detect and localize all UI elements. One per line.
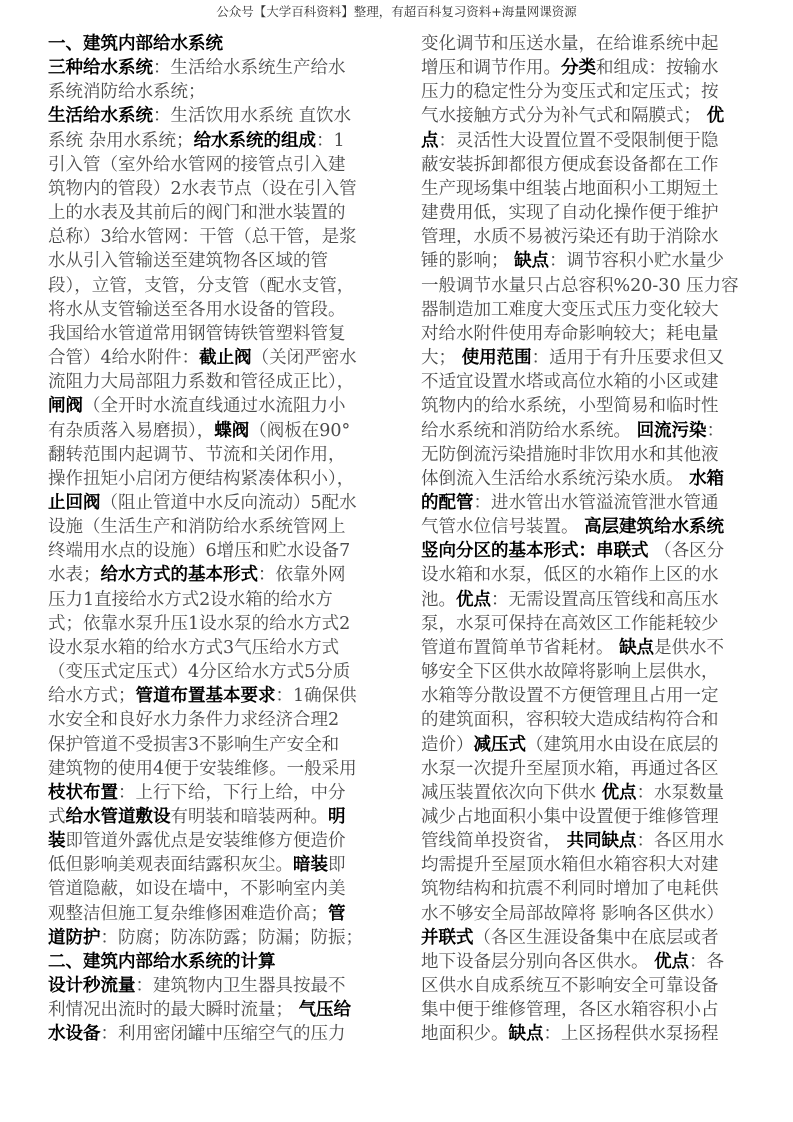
body-text: 低但影响美观表面结露积灰尘。 — [48, 855, 293, 876]
text-line — [48, 684, 388, 708]
body-text: 有杂质落入易磨损）， — [48, 420, 215, 441]
bold-term: 枝状布置 — [48, 782, 118, 803]
bold-term: 缺点 — [508, 1024, 544, 1045]
text-line — [421, 80, 761, 104]
body-text: ：灵活性大设置位置不受限制便于隐 — [438, 130, 719, 151]
text-line — [48, 1022, 388, 1046]
text-line — [421, 660, 761, 684]
text-line — [421, 877, 761, 901]
text-line — [48, 419, 388, 443]
body-text: ：上行下给，下行上给，中分 — [118, 782, 346, 803]
body-text: 操作扭矩小启闭方便结构紧凑体积小）， — [48, 468, 355, 489]
body-text: 体倒流入生活给水系统污染水质。 — [421, 468, 690, 489]
body-text: ：防腐；防冻防露；防漏；防振； — [100, 927, 363, 948]
body-text: 管道隐蔽，如设在墙中，不影响室内美 — [48, 879, 346, 900]
body-text: 大； — [421, 348, 462, 369]
body-text: 系统 杂用水系统； — [48, 130, 194, 151]
text-line — [421, 781, 761, 805]
text-line — [48, 153, 388, 177]
body-text: 总称）3给水管网：干管（总干管，是浆 — [48, 227, 357, 248]
body-text: 即 — [328, 855, 346, 876]
body-text: （阻止管道中水反向流动）5配水 — [100, 492, 357, 513]
text-line — [48, 636, 388, 660]
body-text: 水安全和良好水力条件力求经济合理2 — [48, 710, 340, 731]
text-line — [421, 153, 761, 177]
body-text: 管线简单投资省， — [421, 831, 567, 852]
bold-term: 管道布置基本要求 — [135, 686, 276, 707]
bold-term: 一、建筑内部给水系统 — [48, 34, 223, 54]
page-header: 公众号【大学百科资料】整理，有超百科复习资料+海量网课资源 — [216, 4, 577, 19]
body-text: 建筑物的使用4便于安装维修。一般采用 — [48, 758, 357, 779]
bold-term: 二、建筑内部给水系统的计算 — [48, 951, 276, 972]
text-line — [48, 225, 388, 249]
text-line — [48, 394, 388, 418]
body-text: 管道布置简单节省耗材。 — [421, 637, 620, 658]
body-text: ：依靠外网 — [258, 565, 346, 586]
text-line — [48, 998, 388, 1022]
bold-term: 减压式 — [473, 734, 526, 755]
body-text: 地下设备层分别向各区供水。 — [421, 951, 655, 972]
body-text: 即管道外露优点是安装维修方便造价 — [65, 831, 346, 852]
body-text: 水不够安全局部故障将 影响各区供水） — [421, 903, 725, 924]
body-text: 和组成：按输水 — [596, 58, 719, 79]
text-line — [421, 998, 761, 1022]
body-text: 设水泵水箱的给水方式3气压给水方式 — [48, 637, 340, 658]
text-line — [48, 660, 388, 684]
bold-term: 使用范围 — [461, 348, 532, 369]
body-text: 我国给水管道常用钢管铸铁管塑料管复 — [48, 323, 346, 344]
body-text: 保护管道不受损害3不影响生产安全和 — [48, 734, 340, 755]
text-line — [48, 926, 388, 950]
text-line — [421, 322, 761, 346]
text-line — [48, 539, 388, 563]
body-text: 将水从支管输送至各用水设备的管段。 — [48, 299, 346, 320]
text-line — [421, 249, 761, 273]
text-line — [48, 877, 388, 901]
text-line — [421, 588, 761, 612]
left-column — [48, 32, 388, 1047]
text-line — [421, 950, 761, 974]
bold-term: 水设备 — [48, 1024, 101, 1045]
body-text: 区供水自成系统互不影响安全可靠设备 — [421, 976, 719, 997]
text-line — [421, 201, 761, 225]
text-line — [421, 684, 761, 708]
text-line — [421, 443, 761, 467]
body-text: 筑物内的给水系统，小型简易和临时性 — [421, 396, 719, 417]
body-text: 水泵一次提升至屋顶水箱，再通过各区 — [421, 758, 719, 779]
text-line — [48, 853, 388, 877]
body-text: 的建筑面积，容积较大造成结构符合和 — [421, 710, 719, 731]
body-text: 有明装和暗装两种。 — [170, 807, 328, 827]
bold-term: 分类 — [561, 58, 596, 79]
bold-term: 闸阀 — [48, 396, 83, 417]
text-line — [421, 612, 761, 636]
body-text: 式 — [48, 807, 66, 827]
body-text: 生产现场集中组装占地面积小工期短土 — [421, 178, 719, 199]
bold-term: 管 — [328, 903, 346, 924]
body-text: 翻转范围内起调节、节流和关闭作用， — [48, 444, 346, 465]
text-line — [421, 805, 761, 829]
body-text: 观整洁但施工复杂维修困难造价高； — [48, 903, 328, 924]
text-line — [48, 177, 388, 201]
body-text: 变化调节和压送水量，在给谁系统中起 — [421, 34, 719, 54]
text-line — [421, 708, 761, 732]
body-text: 压力的稳定性分为变压式和定压式；按 — [421, 82, 719, 103]
body-text: 设水箱和水泵，低区的水箱作上区的水 — [421, 565, 719, 586]
text-line — [48, 902, 388, 926]
body-text: ：利用密闭罐中压缩空气的压力 — [100, 1024, 346, 1045]
text-line — [421, 274, 761, 298]
text-line — [48, 249, 388, 273]
body-text: （各区生涯设备集中在底层或者 — [473, 927, 719, 948]
body-text: （建筑用水由设在底层的 — [526, 734, 719, 755]
text-line — [48, 829, 388, 853]
text-line — [421, 56, 761, 80]
text-line — [421, 539, 761, 563]
text-line — [421, 829, 761, 853]
body-text: ：生活给水系统生产给水 — [153, 58, 346, 79]
body-text: 段），立管，支管，分支管（配水支管， — [48, 275, 355, 296]
text-line — [421, 467, 761, 491]
bold-term: 优点 — [601, 782, 637, 803]
body-text: 是供水不 — [654, 637, 725, 658]
body-text: 合管）4给水附件： — [48, 348, 200, 369]
body-text: 集中便于维修管理，各区水箱容积小占 — [421, 1000, 719, 1021]
body-text: 锤的影响； — [421, 251, 515, 272]
body-text: 水从引入管输送至建筑物各区域的管 — [48, 251, 328, 272]
body-text: 系统消防给水系统； — [48, 82, 206, 103]
bold-term: 截止阀 — [199, 348, 252, 369]
body-text: ：无需设置高压管线和高压水 — [491, 589, 719, 610]
text-line — [48, 104, 388, 128]
bold-term: 蝶阀 — [214, 420, 250, 441]
bold-term: 缺点 — [514, 251, 550, 272]
body-text: 气水接触方式分为补气式和隔膜式； — [421, 106, 707, 127]
body-text: （阀板在90° — [249, 420, 351, 441]
bold-term: 并联式 — [421, 927, 474, 948]
body-text: 造价） — [421, 734, 474, 755]
text-line — [421, 104, 761, 128]
text-line — [48, 346, 388, 370]
bold-term: 装 — [48, 831, 66, 852]
body-text: 水表； — [48, 565, 101, 586]
text-line — [48, 80, 388, 104]
bold-term: 给水管道敷设 — [65, 807, 171, 827]
text-line — [421, 177, 761, 201]
text-line — [48, 757, 388, 781]
body-text: 引入管（室外给水管网的接管点引入建 — [48, 154, 346, 175]
body-text: （变压式定压式）4分区给水方式5分质 — [48, 662, 351, 683]
text-line — [421, 757, 761, 781]
text-line — [421, 515, 761, 539]
body-text: 水箱等分散设置不方便管理且占用一定 — [421, 686, 719, 707]
body-text: ：各 — [689, 951, 725, 972]
text-line — [421, 370, 761, 394]
text-line — [48, 708, 388, 732]
body-text: ：上区扬程供水泵扬程 — [543, 1024, 719, 1045]
text-line — [48, 32, 388, 56]
text-line — [48, 515, 388, 539]
body-text: ： — [706, 420, 725, 441]
body-text: 蔽安装拆卸都很方便成套设备都在工作 — [421, 154, 719, 175]
text-line — [421, 298, 761, 322]
text-line — [421, 491, 761, 515]
body-text: ：适用于有升压要求但又 — [531, 348, 725, 369]
body-text: （全开时水流直线通过水流阻力小 — [83, 396, 346, 417]
body-text: 压力1直接给水方式2设水箱的给水方 — [48, 589, 333, 610]
body-text: 终端用水点的设施）6增压和贮水设备7 — [48, 541, 351, 562]
text-line — [421, 129, 761, 153]
text-line — [421, 419, 761, 443]
body-text: 流阻力大局部阻力系数和管径成正比）， — [48, 372, 355, 393]
text-line — [48, 370, 388, 394]
body-text: ：生活饮用水系统 直饮水 — [153, 106, 352, 127]
text-line — [48, 443, 388, 467]
body-text: ：各区用水 — [636, 831, 725, 852]
body-text: 利情况出流时的最大瞬时流量； — [48, 1000, 299, 1021]
body-text: 减压装置依次向下供水 — [421, 782, 602, 803]
body-text: 减少占地面积小集中设置便于维修管理 — [421, 807, 719, 827]
text-line — [421, 32, 761, 56]
body-text: 增压和调节作用。 — [421, 58, 561, 79]
text-line — [421, 346, 761, 370]
bold-term: 优 — [706, 106, 725, 127]
text-line — [48, 733, 388, 757]
text-line — [48, 588, 388, 612]
body-text: 器制造加工难度大变压式压力变化较大 — [421, 299, 719, 320]
text-line — [48, 274, 388, 298]
bold-term: 优点 — [456, 589, 491, 610]
body-text: ：1确保供 — [275, 686, 357, 707]
body-text: 泵，水泵可保持在高效区工作能耗较少 — [421, 613, 719, 634]
bold-term: 道防护 — [48, 927, 101, 948]
bold-term: 优点 — [654, 951, 690, 972]
text-line — [48, 467, 388, 491]
bold-term: 缺点 — [619, 637, 655, 658]
text-line — [421, 902, 761, 926]
bold-term: 共同缺点 — [566, 831, 637, 852]
body-text: 无防倒流污染措施时非饮用水和其他液 — [421, 444, 719, 465]
body-text: 不适宜设置水塔或高位水箱的小区或建 — [421, 372, 719, 393]
bold-term: 三种给水系统 — [48, 58, 153, 79]
text-line — [48, 950, 388, 974]
text-line — [48, 974, 388, 998]
bold-term: 给水系统的组成 — [193, 130, 317, 151]
text-line — [421, 974, 761, 998]
body-text: 均需提升至屋顶水箱但水箱容积大对建 — [421, 855, 719, 876]
bold-term: 点 — [421, 130, 439, 151]
body-text: 设施（生活生产和消防给水系统管网上 — [48, 517, 346, 538]
body-text: （关闭严密水 — [251, 348, 357, 369]
body-text: ：进水管出水管溢流管泄水管通 — [473, 492, 719, 513]
body-text: 给水方式； — [48, 686, 136, 707]
body-text: 筑物结构和抗震不利同时增加了电耗供 — [421, 879, 719, 900]
text-line — [48, 563, 388, 587]
body-text: ：1 — [316, 130, 345, 151]
body-text: ：水泵数量 — [636, 782, 725, 803]
body-text: 地面积少。 — [421, 1024, 509, 1045]
bold-term: 暗装 — [293, 855, 328, 876]
text-line — [48, 129, 388, 153]
body-text: 给水系统和消防给水系统。 — [421, 420, 637, 441]
body-text: （各区分 — [648, 541, 725, 562]
body-text: 式；依靠水泵升压1设水泵的给水方式2 — [48, 613, 351, 634]
text-line — [48, 805, 388, 829]
body-text: 建费用低，实现了自动化操作便于维护 — [421, 203, 719, 224]
body-text: 管理，水质不易被污染还有助于消除水 — [421, 227, 719, 248]
text-line — [421, 926, 761, 950]
text-line — [48, 201, 388, 225]
bold-term: 给水方式的基本形式 — [100, 565, 258, 586]
body-text: 对给水附件使用寿命影响较大；耗电量 — [421, 323, 719, 344]
body-text: 上的水表及其前后的阀门和泄水装置的 — [48, 203, 346, 224]
text-line — [48, 298, 388, 322]
body-text: 气管水位信号装置。 — [421, 517, 585, 538]
text-line — [421, 225, 761, 249]
bold-term: 的配管 — [421, 492, 474, 513]
bold-term: 生活给水系统 — [48, 106, 153, 127]
body-text: ：建筑物内卫生器具按最不 — [135, 976, 346, 997]
text-line — [48, 491, 388, 515]
text-line — [421, 853, 761, 877]
text-line — [48, 612, 388, 636]
bold-term: 回流污染 — [636, 420, 707, 441]
body-text: ：调节容积小贮水量少 — [549, 251, 725, 272]
bold-term: 止回阀 — [48, 492, 101, 513]
bold-term: 高层建筑给水系统 — [584, 517, 725, 538]
text-line — [421, 394, 761, 418]
text-line — [421, 636, 761, 660]
bold-term: 明 — [328, 807, 346, 827]
bold-term: 水箱 — [689, 468, 725, 489]
body-text: 筑物内的管段）2水表节点（设在引入管 — [48, 178, 357, 199]
text-line — [48, 781, 388, 805]
right-column — [421, 32, 761, 1047]
text-line — [421, 733, 761, 757]
body-text: 池。 — [421, 589, 456, 610]
body-text: 够安全下区供水故障将影响上层供水， — [421, 662, 719, 683]
bold-term: 设计秒流量 — [48, 976, 136, 997]
bold-term: 竖向分区的基本形式：串联式 — [421, 541, 649, 562]
text-line — [48, 56, 388, 80]
bold-term: 气压给 — [298, 1000, 352, 1021]
text-line — [421, 1022, 761, 1046]
text-line — [421, 563, 761, 587]
text-line — [48, 322, 388, 346]
body-text: 一般调节水量只占总容积%20-30 压力容 — [421, 275, 739, 296]
